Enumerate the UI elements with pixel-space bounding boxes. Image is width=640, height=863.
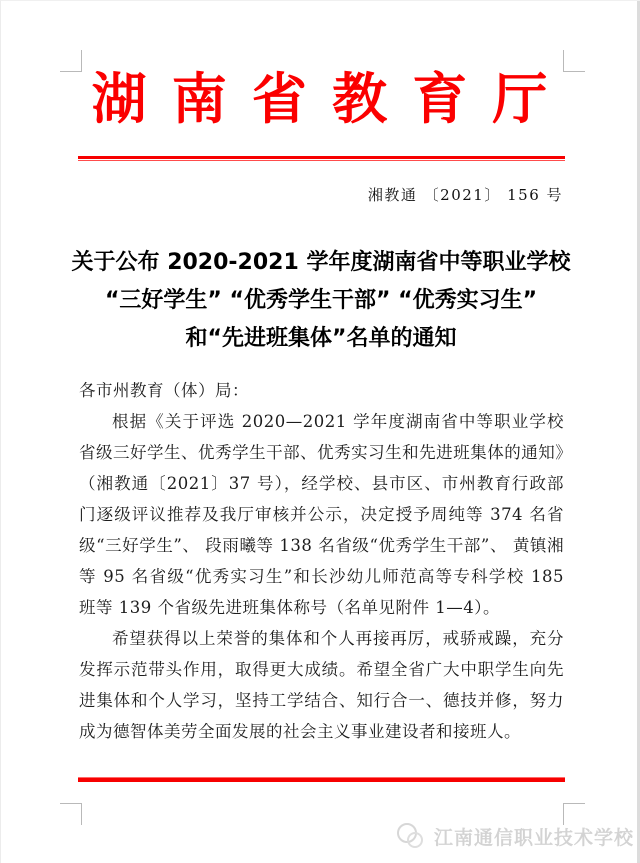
document-title-line-1: 关于公布 2020-2021 学年度湖南省中等职业学校 [71, 250, 571, 275]
body-paragraph-2: 希望获得以上荣誉的集体和个人再接再厉，戒骄戒躁，充分发挥示范带头作用，取得更大成绩。希望全省广大中职学生向先进集体和个人学习，坚持工学结合、知行合一、德技并修，努力成为德智体美劳全面发展的社会主义事业建设者和接班人。 [79, 629, 564, 741]
document-number: 湘教通 〔2021〕 156 号 [367, 186, 563, 204]
document-body [79, 375, 564, 747]
school-logo-icon [394, 821, 428, 851]
document-title-line-3: 和“先进班集体”名单的通知 [185, 326, 457, 351]
watermark-school-name: 江南通信职业技术学校 [433, 826, 634, 849]
source-watermark [394, 821, 634, 851]
letterhead-divider-line [78, 156, 565, 161]
document-title [41, 244, 601, 358]
footer-divider-line [78, 777, 565, 782]
body-paragraph-1: 根据《关于评选 2020—2021 学年度湖南省中等职业学校省级三好学生、优秀学生干部、优秀实习生和先进班集体的通知》（湘教通〔2021〕37 号），经学校、县市区、市州教育行政部门逐级评议推荐及我厅审核并公示，决定授予周纯等 374 名省级“三好学生”、 段雨曦等 138 名省级“优秀学生干部”、 黄镇湘等 95 名省级“优秀实习生”和长沙幼儿师范高等专科学校 185 班等 139 个省级先进班集体称号（名单见附件 1—4）。 [79, 412, 564, 617]
crop-mark-bottom-left [60, 803, 82, 825]
salutation-line: 各市州教育（体）局： [79, 381, 249, 400]
agency-letterhead-title: 湖 南 省 教 育 厅 [91, 66, 551, 131]
document-title-line-2: “三好学生” “优秀学生干部” “优秀实习生” [104, 288, 538, 313]
